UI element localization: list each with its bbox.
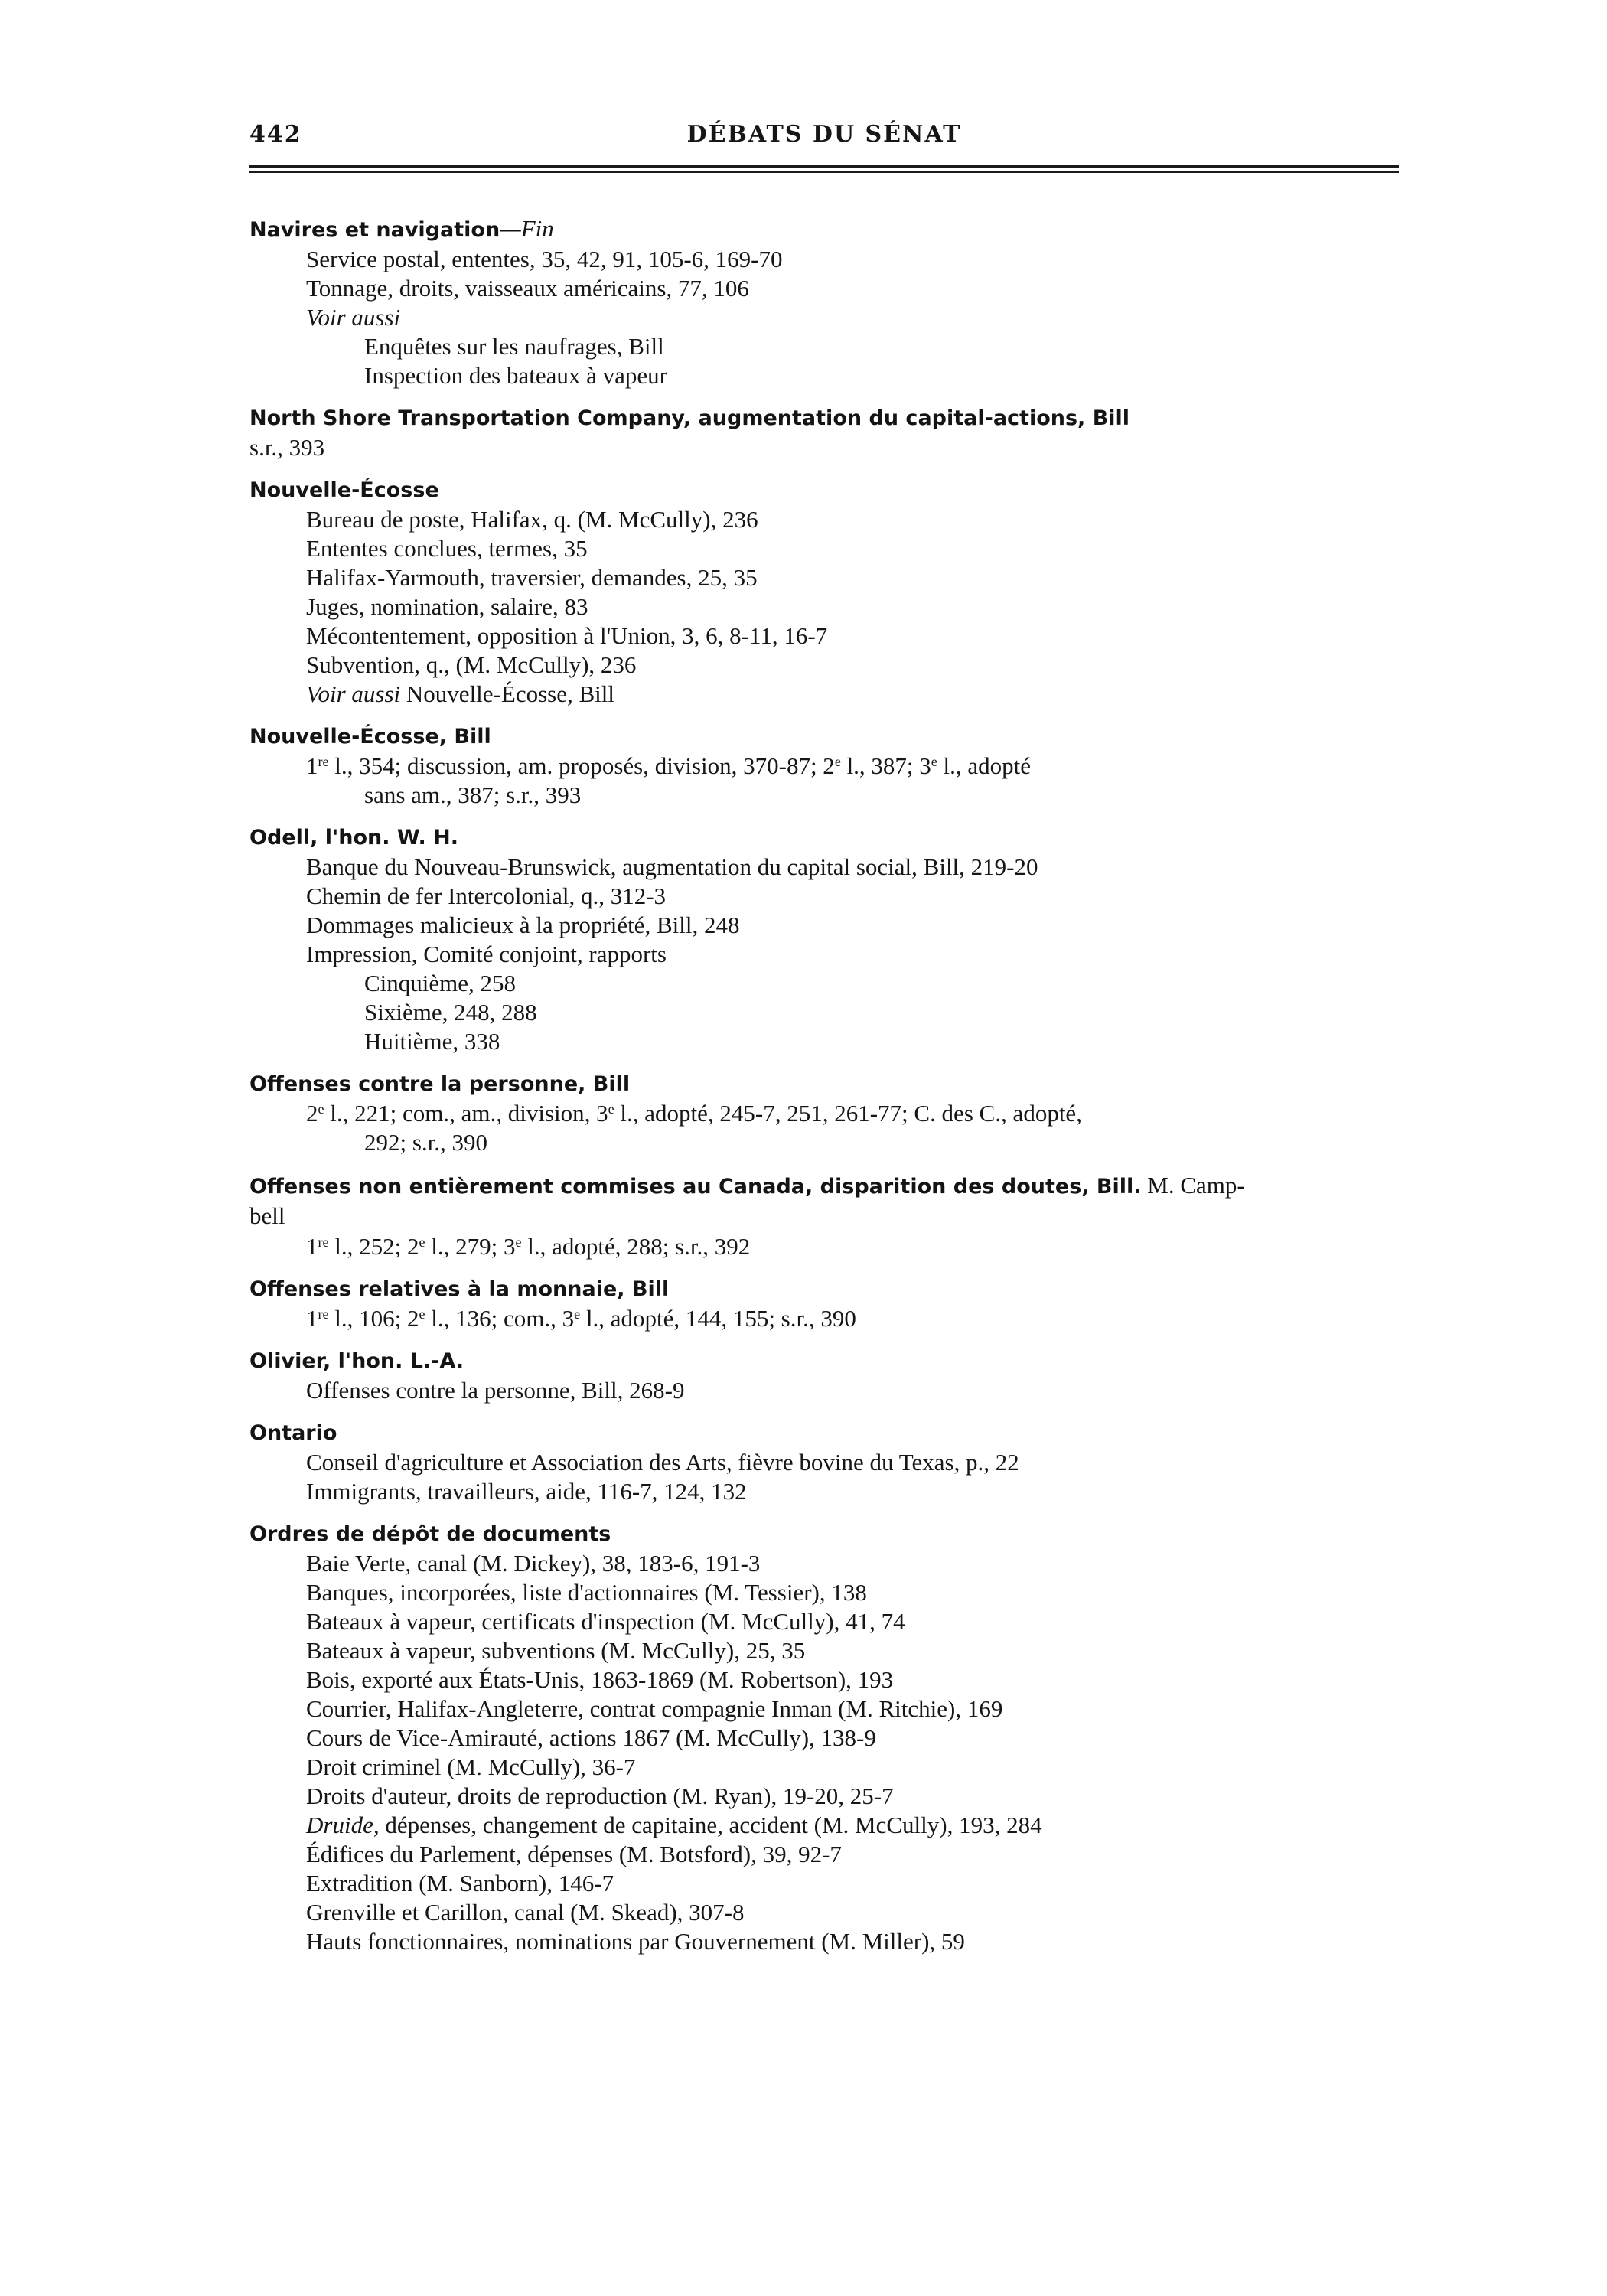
subentry: Chemin de fer Intercolonial, q., 312-3 — [306, 882, 667, 909]
index-entry — [249, 823, 1399, 1056]
header-rule-thin — [249, 171, 1399, 173]
entry-heading: Ontario — [249, 1421, 337, 1445]
header-rule-thick — [249, 165, 1399, 168]
subentry: Extradition (M. Sanborn), 146-7 — [306, 1870, 614, 1896]
sub-subentry: Cinquième, 258 — [364, 970, 517, 996]
sub-subentry: Huitième, 338 — [364, 1028, 500, 1055]
page-number: 442 — [249, 121, 302, 148]
subentry: Baie Verte, canal (M. Dickey), 38, 183-6, 191-3 — [306, 1550, 761, 1577]
subentry: Droits d'auteur, droits de reproduction (M. Ryan), 19-20, 25-7 — [306, 1782, 894, 1809]
entry-heading: North Shore Transportation Company, augmentation du capital-actions, Bill — [249, 406, 1130, 430]
running-title: DÉBATS DU SÉNAT — [686, 121, 962, 148]
subentry: Immigrants, travailleurs, aide, 116-7, 124, 132 — [306, 1478, 747, 1505]
subentry: Subvention, q., (M. McCully), 236 — [306, 651, 637, 678]
subentry: Hauts fonctionnaires, nominations par Gouvernement (M. Miller), 59 — [306, 1928, 965, 1955]
subentry: Droit criminel (M. McCully), 36-7 — [306, 1753, 636, 1780]
see-also-item: Inspection des bateaux à vapeur — [364, 362, 667, 389]
sub-subentry: Sixième, 248, 288 — [364, 999, 537, 1026]
subentry: Bureau de poste, Halifax, q. (M. McCully), 236 — [306, 506, 758, 533]
index-entry — [249, 1520, 1399, 1956]
heading-continuation: —Fin — [500, 215, 554, 242]
see-also-line: Voir aussi Nouvelle-Écosse, Bill — [306, 680, 614, 707]
subentry-continuation: 292; s.r., 390 — [364, 1129, 488, 1156]
subentry: Service postal, ententes, 35, 42, 91, 105-6, 169-70 — [306, 246, 783, 272]
entry-heading: Ordres de dépôt de documents — [249, 1522, 611, 1546]
subentry: Dommages malicieux à la propriété, Bill, 248 — [306, 912, 740, 938]
subentry: Druide, dépenses, changement de capitaine, accident (M. McCully), 193, 284 — [306, 1812, 1042, 1838]
index-entry — [249, 1171, 1399, 1261]
subentry: 1re l., 252; 2e l., 279; 3e l., adopté, 288; s.r., 392 — [306, 1233, 751, 1260]
index-entry — [249, 1347, 1399, 1405]
subentry: Grenville et Carillon, canal (M. Skead), 307-8 — [306, 1899, 745, 1926]
see-also-label: Voir aussi — [306, 304, 401, 331]
running-header — [249, 121, 1399, 155]
index-entry — [249, 476, 1399, 709]
subentry: Bateaux à vapeur, certificats d'inspection (M. McCully), 41, 74 — [306, 1608, 905, 1635]
index-entry — [249, 214, 1399, 390]
subentry: Bateaux à vapeur, subventions (M. McCully), 25, 35 — [306, 1637, 806, 1664]
subentry-continuation: sans am., 387; s.r., 393 — [364, 781, 582, 808]
subentry: Impression, Comité conjoint, rapports — [306, 941, 667, 967]
entry-heading: Nouvelle-Écosse, Bill — [249, 725, 491, 748]
entry-heading: Odell, l'hon. W. H. — [249, 826, 459, 850]
entry-heading: Offenses non entièrement commises au Canada, disparition des doutes, Bill. M. Camp- — [249, 1172, 1245, 1199]
subentry: Bois, exporté aux États-Unis, 1863-1869 (M. Robertson), 193 — [306, 1666, 894, 1693]
subentry: Mécontentement, opposition à l'Union, 3, 6, 8-11, 16-7 — [306, 622, 828, 649]
subentry: Ententes conclues, termes, 35 — [306, 535, 588, 562]
subentry: Conseil d'agriculture et Association des Arts, fièvre bovine du Texas, p., 22 — [306, 1449, 1019, 1476]
subentry: Banques, incorporées, liste d'actionnaires (M. Tessier), 138 — [306, 1579, 867, 1606]
subentry: Courrier, Halifax-Angleterre, contrat compagnie Inman (M. Ritchie), 169 — [306, 1695, 1003, 1722]
subentry: 1re l., 354; discussion, am. proposés, division, 370-87; 2e l., 387; 3e l., adopté — [306, 752, 1032, 779]
subentry: Juges, nomination, salaire, 83 — [306, 593, 588, 620]
entry-heading: Nouvelle-Écosse — [249, 478, 439, 502]
subentry: Édifices du Parlement, dépenses (M. Botsford), 39, 92-7 — [306, 1841, 842, 1867]
subentry: Cours de Vice-Amirauté, actions 1867 (M. McCully), 138-9 — [306, 1724, 876, 1751]
subentry: Offenses contre la personne, Bill, 268-9 — [306, 1377, 685, 1404]
subentry: s.r., 393 — [249, 434, 325, 461]
index-entry — [249, 1419, 1399, 1506]
entry-heading: Offenses relatives à la monnaie, Bill — [249, 1277, 670, 1301]
entry-heading: Offenses contre la personne, Bill — [249, 1072, 631, 1096]
index-entry — [249, 722, 1399, 810]
subentry: Tonnage, droits, vaisseaux américains, 77, 106 — [306, 275, 749, 302]
entry-heading: Navires et navigation—Fin — [249, 215, 554, 242]
see-also-item: Enquêtes sur les naufrages, Bill — [364, 333, 664, 360]
entry-heading-continuation: bell — [249, 1202, 285, 1229]
subentry: Halifax-Yarmouth, traversier, demandes, 25, 35 — [306, 564, 758, 591]
entry-heading: Olivier, l'hon. L.-A. — [249, 1349, 464, 1373]
index-body — [249, 214, 1399, 1970]
subentry: 2e l., 221; com., am., division, 3e l., adopté, 245-7, 251, 261-77; C. des C., adopté, — [306, 1100, 1082, 1127]
subentry: Banque du Nouveau-Brunswick, augmentation du capital social, Bill, 219-20 — [306, 853, 1038, 880]
index-entry — [249, 1275, 1399, 1333]
subentry: 1re l., 106; 2e l., 136; com., 3e l., adopté, 144, 155; s.r., 390 — [306, 1305, 856, 1332]
index-entry — [249, 1070, 1399, 1157]
index-entry — [249, 404, 1399, 462]
